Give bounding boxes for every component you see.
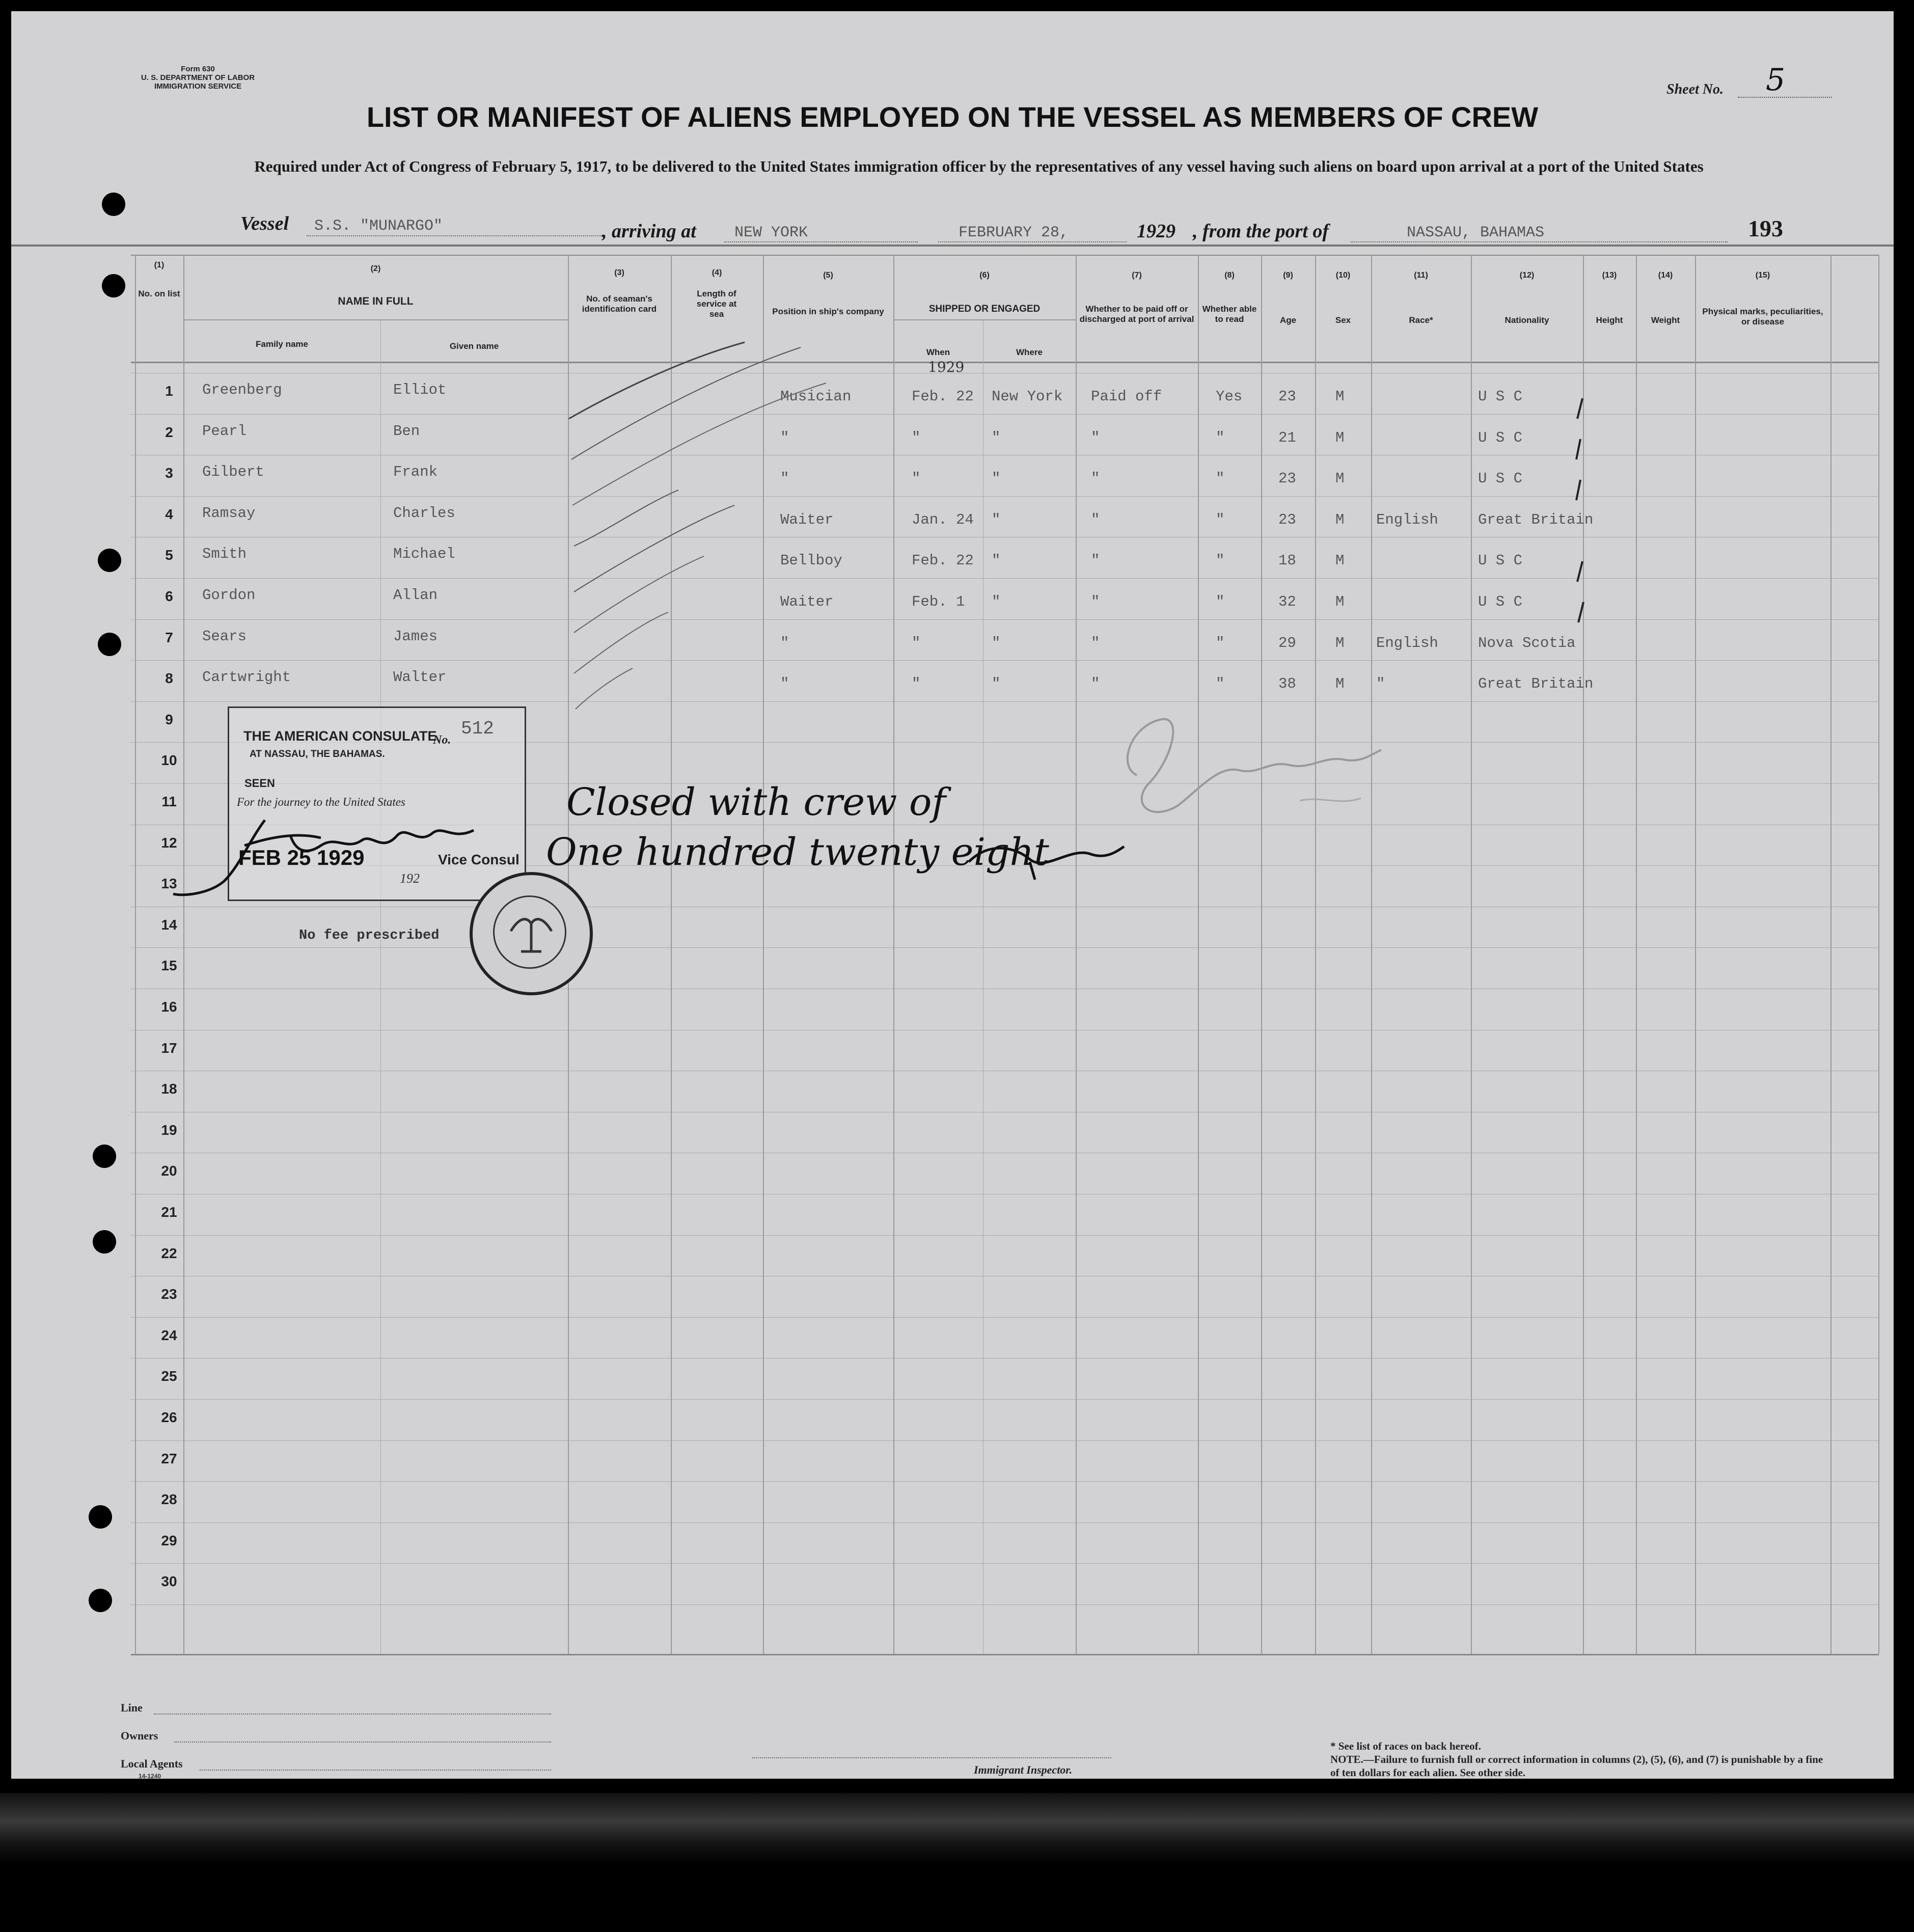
shipped-where-cell: "	[992, 429, 1001, 446]
binder-hole	[89, 1589, 112, 1612]
row-rule	[131, 701, 1879, 702]
age-cell: 29	[1278, 634, 1296, 651]
row-number: 18	[161, 1081, 177, 1097]
pencil-strike-marks	[561, 337, 846, 724]
age-cell: 18	[1278, 552, 1296, 569]
age-cell: 32	[1278, 593, 1296, 610]
shipped-when-cell: Jan. 24	[912, 511, 974, 528]
given-name-cell: Ben	[393, 422, 420, 440]
row-rule	[131, 414, 1879, 415]
given-name-cell: Elliot	[393, 382, 447, 398]
sex-cell: M	[1335, 634, 1345, 651]
page-subtitle: Required under Act of Congress of February 5, 1917, to be delivered to the United States immigration officer by the representatives of any vessel having such aliens on board upon arrival at a port of the United States	[254, 157, 1704, 175]
age-cell: 21	[1278, 429, 1296, 446]
paid-off-cell: "	[1091, 470, 1100, 487]
race-cell: English	[1376, 511, 1438, 528]
able-to-read-cell: "	[1216, 429, 1225, 446]
col11-header: Race*	[1409, 315, 1433, 325]
paid-off-cell: "	[1091, 675, 1100, 693]
col7-header: Whether to be paid off or discharged at port of arrival	[1079, 304, 1194, 324]
consulate-seal	[470, 872, 593, 995]
race-cell: "	[1376, 675, 1385, 693]
able-to-read-cell: "	[1216, 511, 1225, 528]
row-rule	[131, 1563, 1879, 1564]
binder-hole	[93, 1230, 116, 1254]
row-number: 19	[161, 1122, 177, 1138]
eagle-icon	[503, 903, 559, 959]
able-to-read-cell: "	[1216, 552, 1225, 569]
position-cell: Waiter	[780, 511, 834, 528]
row-number: 2	[165, 424, 173, 440]
family-name-cell: Pearl	[202, 422, 247, 440]
col8-header: Whether able to read	[1202, 304, 1257, 324]
sex-cell: M	[1335, 675, 1345, 693]
sheet-label: Sheet No.	[1666, 81, 1724, 97]
row-number: 5	[165, 547, 173, 563]
year-suffix: 193	[1748, 215, 1783, 241]
sex-cell: M	[1335, 470, 1345, 487]
able-to-read-cell: "	[1216, 470, 1225, 487]
position-cell: "	[780, 429, 789, 446]
col1-number: (1)	[154, 261, 165, 269]
row-number: 6	[165, 588, 173, 604]
col2-header: NAME IN FULL	[338, 295, 414, 307]
age-cell: 23	[1278, 470, 1296, 487]
stamp-journey: For the journey to the United States	[237, 796, 405, 808]
family-name-cell: Gilbert	[202, 464, 264, 481]
consulate-stamp	[228, 706, 526, 901]
row-rule	[131, 578, 1879, 579]
nationality-cell: Great Britain	[1478, 511, 1594, 528]
penalty-note: NOTE.—Failure to furnish full or correct information in columns (2), (5), (6), and (7) is punishable by a fine of ten dollars for each alien. See other side.	[1330, 1753, 1823, 1779]
shipped-where-cell: "	[992, 634, 1001, 651]
row-rule	[131, 1481, 1879, 1482]
given-name-cell: Walter	[393, 669, 447, 686]
binder-hole	[93, 1145, 116, 1168]
header-bottom	[131, 362, 1879, 363]
row-number: 3	[165, 465, 173, 481]
check-marks	[1567, 393, 1598, 628]
position-cell: "	[780, 470, 789, 487]
col13-header: Height	[1596, 315, 1623, 325]
from-label: , from the port of	[1193, 221, 1329, 242]
col2-number: (2)	[370, 264, 381, 273]
col-line	[893, 255, 894, 1654]
col1-header: No. on list	[138, 289, 180, 298]
given-name-cell: James	[393, 628, 438, 645]
sex-cell: M	[1335, 552, 1345, 569]
race-cell: English	[1376, 634, 1438, 651]
service: IMMIGRATION SERVICE	[154, 82, 242, 91]
page-title: LIST OR MANIFEST OF ALIENS EMPLOYED ON THE VESSEL AS MEMBERS OF CREW	[366, 101, 1539, 133]
col5-header: Position in ship's company	[772, 307, 884, 316]
col6-number: (6)	[979, 271, 990, 280]
row-number: 24	[161, 1327, 177, 1343]
initials-mark	[959, 831, 1127, 887]
owners-field	[174, 1741, 551, 1743]
paid-off-cell: "	[1091, 511, 1100, 528]
col14-number: (14)	[1658, 271, 1673, 280]
shipped-where-cell: "	[992, 470, 1001, 487]
nationality-cell: Nova Scotia	[1478, 634, 1576, 651]
given-name-cell: Frank	[393, 464, 438, 481]
col8-number: (8)	[1224, 271, 1235, 280]
col14-header: Weight	[1651, 315, 1680, 325]
shipped-when-cell: "	[912, 675, 921, 693]
paid-off-cell: Paid off	[1091, 388, 1162, 405]
row-number: 30	[161, 1573, 177, 1590]
stamp-line1: THE AMERICAN CONSULATE	[243, 728, 437, 744]
underlying-pages	[0, 1793, 1914, 1864]
col12-header: Nationality	[1505, 315, 1549, 325]
sheet-number: 5	[1766, 62, 1786, 98]
family-name-cell: Gordon	[202, 587, 256, 604]
col15-number: (15)	[1755, 271, 1770, 280]
nationality-cell: U S C	[1478, 470, 1523, 487]
col13-number: (13)	[1602, 271, 1617, 280]
position-cell: "	[780, 634, 789, 651]
row-number: 13	[161, 876, 177, 892]
nationality-cell: U S C	[1478, 429, 1523, 446]
row-number: 10	[161, 752, 177, 769]
family-name-cell: Ramsay	[202, 504, 256, 522]
row-rule	[131, 1522, 1879, 1523]
age-cell: 23	[1278, 511, 1296, 528]
binder-hole	[89, 1505, 112, 1529]
stamp-seen: SEEN	[244, 777, 275, 790]
department: U. S. DEPARTMENT OF LABOR	[141, 73, 255, 82]
origin-line	[1351, 241, 1728, 242]
row-number: 23	[161, 1286, 177, 1302]
col-line	[1198, 255, 1199, 1654]
col10-number: (10)	[1335, 271, 1351, 280]
arrival-date: FEBRUARY 28,	[959, 224, 1069, 241]
races-note: * See list of races on back hereof.	[1330, 1740, 1481, 1752]
row-number: 21	[161, 1204, 177, 1220]
col4-header: Length of service at sea	[696, 289, 737, 319]
handwritten-note-1: Closed with crew of	[566, 780, 946, 824]
agents-label: Local Agents	[121, 1757, 183, 1770]
sex-cell: M	[1335, 593, 1345, 610]
stamp-date: FEB 25 1929	[238, 846, 365, 869]
age-cell: 38	[1278, 675, 1296, 693]
col15-header: Physical marks, peculiarities, or disease	[1702, 307, 1823, 326]
shipped-when-cell: Feb. 1	[912, 593, 965, 610]
row-rule	[131, 1604, 1879, 1605]
row-number: 12	[161, 834, 177, 851]
col-line	[1636, 255, 1637, 1654]
row-number: 11	[161, 794, 177, 809]
inspector-line	[752, 1757, 1111, 1758]
table-top	[131, 255, 1879, 256]
manifest-sheet	[11, 11, 1894, 1779]
shipped-where-cell: "	[992, 675, 1001, 693]
col6-header: SHIPPED OR ENGAGED	[928, 304, 1041, 314]
row-rule	[131, 1235, 1879, 1236]
col-line	[183, 255, 184, 1654]
paid-off-cell: "	[1091, 634, 1100, 651]
position-cell: Waiter	[780, 593, 834, 610]
row-number: 17	[161, 1040, 177, 1056]
row-number: 14	[161, 916, 177, 933]
arrival-port: NEW YORK	[734, 224, 808, 241]
family-name-cell: Smith	[202, 546, 247, 563]
able-to-read-cell: "	[1216, 675, 1225, 693]
row-number: 4	[165, 506, 173, 522]
row-number: 1	[165, 383, 173, 399]
col-line	[135, 255, 136, 1654]
vice-consul-signature	[168, 805, 484, 902]
when-header: When	[926, 347, 950, 357]
binder-hole	[102, 193, 125, 216]
col11-number: (11)	[1414, 271, 1428, 280]
col4-number: (4)	[712, 268, 722, 277]
col12-number: (12)	[1519, 271, 1535, 280]
row-number: 27	[161, 1450, 177, 1466]
line-field	[154, 1713, 551, 1715]
sex-cell: M	[1335, 429, 1345, 446]
col-line	[1076, 255, 1077, 1654]
col3-number: (3)	[614, 268, 624, 277]
fee-note: No fee prescribed	[299, 928, 440, 943]
shipped-where-cell: New York	[992, 388, 1063, 405]
position-cell: "	[780, 675, 789, 693]
position-cell: Musician	[780, 388, 852, 405]
col-line	[1878, 255, 1879, 1654]
nationality-cell: Great Britain	[1478, 675, 1594, 693]
shipped-where-cell: "	[992, 593, 1001, 610]
sheet-line	[1738, 97, 1832, 98]
col10-header: Sex	[1335, 315, 1351, 325]
able-to-read-cell: "	[1216, 593, 1225, 610]
row-number: 9	[165, 711, 173, 727]
row-number: 22	[161, 1245, 177, 1261]
arrival-year: 1929	[1137, 221, 1175, 242]
col-line	[1371, 255, 1372, 1654]
paid-off-cell: "	[1091, 429, 1100, 446]
form-number: Form 630	[181, 65, 215, 73]
form-id	[141, 65, 255, 91]
row-number: 15	[161, 958, 177, 974]
row-number: 26	[161, 1409, 177, 1425]
col-line	[1471, 255, 1472, 1654]
row-number: 16	[161, 999, 177, 1015]
vessel-name: S.S. "MUNARGO"	[314, 217, 443, 235]
col3-header: No. of seaman's identification card	[582, 294, 657, 314]
name-subrule	[183, 319, 568, 320]
shipped-when-cell: Feb. 22	[912, 552, 974, 569]
row-rule	[131, 1317, 1879, 1318]
col9-number: (9)	[1283, 271, 1293, 280]
col7-number: (7)	[1132, 271, 1142, 280]
where-header: Where	[1016, 347, 1043, 357]
row-number: 28	[161, 1491, 177, 1508]
header-rule	[11, 244, 1894, 247]
stamp-no-label: No.	[433, 733, 451, 747]
stamp-line2: AT NASSAU, THE BAHAMAS.	[250, 749, 385, 759]
row-rule	[131, 1440, 1879, 1441]
col5-number: (5)	[823, 271, 833, 280]
family-name-header: Family name	[256, 339, 308, 349]
family-name-cell: Greenberg	[202, 382, 282, 398]
inspector-label: Immigrant Inspector.	[974, 1763, 1073, 1776]
vessel-label: Vessel	[240, 213, 289, 234]
shipped-when-cell: "	[912, 634, 921, 651]
col-line	[1261, 255, 1262, 1654]
shipped-subrule	[893, 319, 1076, 320]
binder-hole	[98, 633, 121, 656]
row-number: 29	[161, 1532, 177, 1548]
shipped-where-cell: "	[992, 511, 1001, 528]
stamp-title: Vice Consul	[438, 852, 519, 867]
row-number: 7	[165, 629, 173, 645]
shipped-when-cell: "	[912, 429, 921, 446]
row-rule	[131, 1399, 1879, 1400]
family-name-cell: Sears	[202, 628, 247, 645]
agents-field	[200, 1770, 551, 1771]
row-number: 8	[165, 670, 173, 687]
row-number: 25	[161, 1368, 177, 1384]
line-label: Line	[121, 1701, 143, 1714]
paid-off-cell: "	[1091, 552, 1100, 569]
nationality-cell: U S C	[1478, 388, 1523, 405]
row-rule	[131, 496, 1879, 497]
row-rule	[131, 947, 1879, 948]
vessel-line	[307, 235, 602, 236]
col-line	[1315, 255, 1316, 1654]
col-line	[380, 319, 381, 1654]
faint-signature	[1106, 704, 1391, 836]
given-name-header: Given name	[449, 341, 499, 351]
shipped-when-cell: "	[912, 470, 921, 487]
shipped-when-cell: Feb. 22	[912, 388, 974, 405]
nationality-cell: U S C	[1478, 593, 1523, 610]
paid-off-cell: "	[1091, 593, 1100, 610]
family-name-cell: Cartwright	[202, 669, 291, 686]
row-rule	[131, 619, 1879, 620]
col-line	[1695, 255, 1696, 1654]
age-cell: 23	[1278, 388, 1296, 405]
origin-port: NASSAU, BAHAMAS	[1407, 224, 1545, 241]
binder-hole	[98, 549, 121, 572]
given-name-cell: Michael	[393, 546, 455, 563]
col-line	[1830, 255, 1831, 1654]
handwritten-note-2: One hundred twenty eight	[546, 830, 1049, 874]
row-number: 20	[161, 1163, 177, 1179]
port-line	[724, 241, 918, 242]
row-rule	[131, 660, 1879, 661]
agents-code: 14-1240	[139, 1773, 161, 1780]
stamp-year: 192	[400, 871, 420, 886]
date-line	[938, 241, 1127, 242]
col9-header: Age	[1279, 315, 1297, 325]
sex-cell: M	[1335, 388, 1345, 405]
binder-hole	[102, 274, 125, 297]
owners-label: Owners	[121, 1729, 158, 1742]
position-cell: Bellboy	[780, 552, 842, 569]
shipped-where-cell: "	[992, 552, 1001, 569]
given-name-cell: Charles	[393, 504, 455, 522]
table-bottom	[131, 1654, 1879, 1655]
stamp-number: 512	[461, 718, 494, 739]
when-year: 1929	[928, 359, 965, 375]
able-to-read-cell: "	[1216, 634, 1225, 651]
nationality-cell: U S C	[1478, 552, 1523, 569]
arriving-label: , arriving at	[602, 221, 696, 242]
given-name-cell: Allan	[393, 587, 438, 604]
sex-cell: M	[1335, 511, 1345, 528]
able-to-read-cell: Yes	[1216, 388, 1243, 405]
